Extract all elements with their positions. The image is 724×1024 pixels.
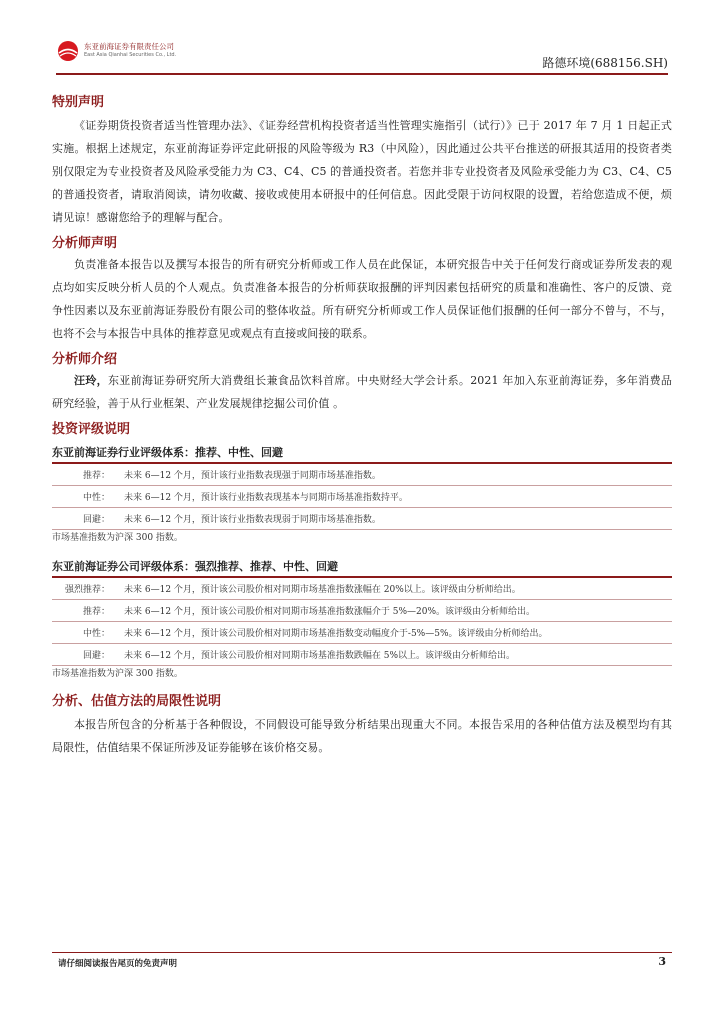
main-content (52, 94, 672, 759)
table-row (52, 486, 672, 508)
special-statement-title: 特别声明 (52, 95, 105, 110)
footer-divider (52, 952, 672, 953)
table-row (52, 508, 672, 530)
rating-label: 回避： (52, 644, 114, 666)
table-row (52, 464, 672, 486)
report-title: 路德环境(688156.SH) (542, 56, 668, 70)
company-logo-icon (56, 40, 80, 62)
analyst-intro-body: 东亚前海证券研究所大消费组长兼食品饮料首席。中央财经大学会计系。2021 年加入东亚前海证券，多年消费品研究经验，善于从行业框架、产业发展规律挖掘公司价值 。 (52, 374, 672, 410)
industry-rating-title: 东亚前海证券行业评级体系：推荐、中性、回避 (52, 446, 283, 459)
table-row (52, 578, 672, 600)
header-divider (56, 73, 668, 75)
table-row (52, 622, 672, 644)
rating-desc: 未来 6—12 个月，预计该行业指数表现强于同期市场基准指数。 (114, 464, 672, 486)
analyst-intro-section (52, 351, 672, 415)
rating-desc: 未来 6—12 个月，预计该公司股价相对同期市场基准指数变动幅度介于-5%—5%。该评级由分析师给出。 (114, 622, 672, 644)
analyst-statement-body: 负责准备本报告以及撰写本报告的所有研究分析师或工作人员在此保证，本研究报告中关于任何发行商或证券所发表的观点均如实反映分析人员的个人观点。负责准备本报告的分析师获取报酬的评判因素包括研究的质量和准确性、客户的反馈、竞争性因素以及东亚前海证券股份有限公司的整体收益。所有研究分析师或工作人员保证他们报酬的任何一部分不曾与，不与，也将不会与本报告中具体的推荐意见或观点有直接或间接的联系。 (52, 258, 672, 340)
rating-desc: 未来 6—12 个月，预计该行业指数表现基本与同期市场基准指数持平。 (114, 486, 672, 508)
rating-desc: 未来 6—12 个月，预计该行业指数表现弱于同期市场基准指数。 (114, 508, 672, 530)
rating-label: 回避： (52, 508, 114, 530)
analyst-statement-section (52, 235, 672, 345)
rating-desc: 未来 6—12 个月，预计该公司股价相对同期市场基准指数涨幅介于 5%—20%。该评级由分析师给出。 (114, 600, 672, 622)
analyst-statement-title: 分析师声明 (52, 236, 118, 251)
footer-disclaimer-note: 请仔细阅读报告尾页的免责声明 (58, 959, 178, 969)
rating-desc: 未来 6—12 个月，预计该公司股价相对同期市场基准指数涨幅在 20%以上。该评级由分析师给出。 (114, 578, 672, 600)
company-name-cn: 东亚前海证券有限责任公司 (84, 42, 174, 51)
company-rating-title: 东亚前海证券公司评级体系：强烈推荐、推荐、中性、回避 (52, 560, 338, 573)
limitations-title: 分析、估值方法的局限性说明 (52, 694, 222, 709)
limitations-section (52, 693, 672, 759)
rating-label: 推荐： (52, 464, 114, 486)
limitations-body: 本报告所包含的分析基于各种假设，不同假设可能导致分析结果出现重大不同。本报告采用的各种估值方法及模型均有其局限性，估值结果不保证所涉及证券能够在该价格交易。 (52, 718, 672, 754)
page-header (56, 38, 668, 76)
special-statement-body: 《证券期货投资者适当性管理办法》、《证券经营机构投资者适当性管理实施指引（试行）》已于 2017 年 7 月 1 日起正式实施。根据上述规定，东亚前海证券评定此研报的风险等级为 R3（中风险），因此通过公共平台推送的研报其适用的投资者类别仅限定为专业投资者及风险承受能力为 C3、C4、C5 的普通投资者。若您并非专业投资者及风险承受能力为 C3、C4、C5 的普通投资者，请取消阅读，请勿收藏、接收或使用本研报中的任何信息。因此受限于访问权限的设置，若给您造成不便，烦请见谅！感谢您给予的理解与配合。 (52, 119, 672, 224)
analyst-name: 汪玲， (74, 374, 108, 387)
analyst-intro-title: 分析师介绍 (52, 352, 118, 367)
industry-benchmark-note: 市场基准指数为沪深 300 指数。 (52, 533, 183, 543)
company-benchmark-note: 市场基准指数为沪深 300 指数。 (52, 669, 183, 679)
rating-label: 中性： (52, 622, 114, 644)
page-number: 3 (658, 955, 666, 968)
company-rating-table (52, 578, 672, 666)
table-row (52, 600, 672, 622)
rating-label: 强烈推荐： (52, 578, 114, 600)
industry-rating-table (52, 464, 672, 530)
rating-section (52, 421, 672, 681)
rating-label: 中性： (52, 486, 114, 508)
rating-label: 推荐： (52, 600, 114, 622)
rating-title: 投资评级说明 (52, 422, 131, 437)
special-statement-section (52, 94, 672, 229)
rating-desc: 未来 6—12 个月，预计该公司股价相对同期市场基准指数跌幅在 5%以上。该评级由分析师给出。 (114, 644, 672, 666)
company-name-en: East Asia Qianhai Securities Co., Ltd. (84, 52, 177, 58)
table-row (52, 644, 672, 666)
analyst-intro-paragraph (52, 369, 672, 415)
